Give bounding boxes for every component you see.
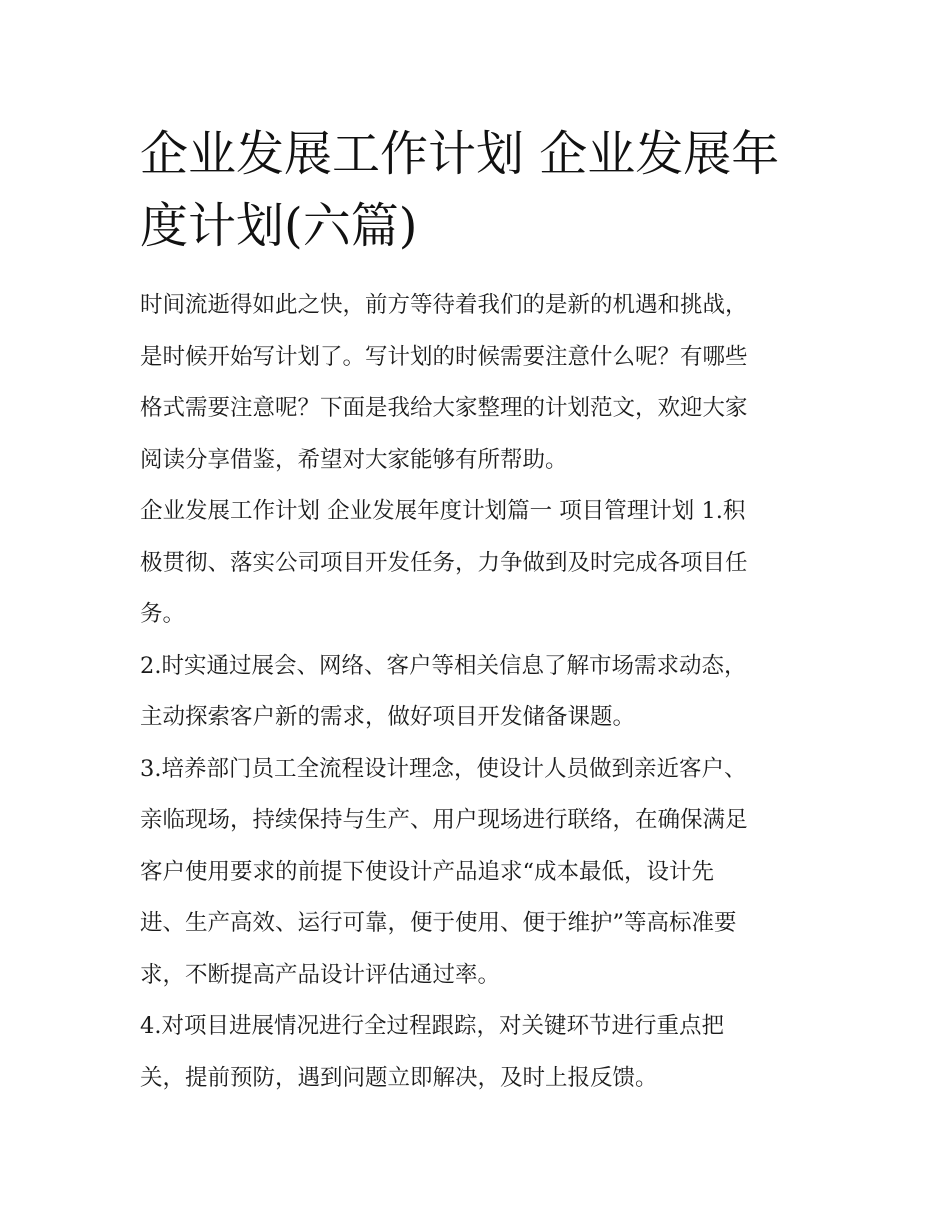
- text-line: 亲临现场，持续保持与生产、用户现场进行联络，在确保满足: [140, 807, 748, 833]
- text-line: 阅读分享借鉴，希望对大家能够有所帮助。: [140, 446, 568, 473]
- text-line: 2.时实通过展会、网络、客户等相关信息了解市场需求动态，: [140, 652, 747, 679]
- plan-item-4: [140, 1001, 818, 1104]
- document-body: [140, 280, 818, 1104]
- plan-item-1: [140, 486, 818, 641]
- text-line: 时间流逝得如此之快，前方等待着我们的是新的机遇和挑战，: [140, 292, 748, 318]
- text-line: 4.对项目进展情况进行全过程跟踪，对关键环节进行重点把: [140, 1013, 724, 1039]
- plan-item-2: [140, 641, 818, 744]
- text-line: 企业发展工作计划 企业发展年度计划篇一 项目管理计划 1.积: [140, 498, 746, 524]
- plan-item-3: [140, 744, 818, 1002]
- text-line: 格式需要注意呢？下面是我给大家整理的计划范文，欢迎大家: [140, 395, 748, 421]
- intro-paragraph: [140, 280, 818, 486]
- text-line: 是时候开始写计划了。写计划的时候需要注意什么呢？有哪些: [140, 343, 748, 370]
- text-line: 客户使用要求的前提下使设计产品追求“成本最低，设计先: [140, 858, 715, 885]
- text-line: 关，提前预防，遇到问题立即解决，及时上报反馈。: [140, 1064, 658, 1091]
- text-line: 务。: [140, 601, 186, 627]
- title-line-2: 度计划(六篇): [140, 198, 418, 254]
- text-line: 主动探索客户新的需求，做好项目开发储备课题。: [140, 704, 636, 730]
- text-line: 极贯彻、落实公司项目开发任务，力争做到及时完成各项目任: [140, 549, 748, 576]
- text-line: 进、生产高效、运行可靠，便于使用、便于维护”等高标准要: [140, 910, 737, 936]
- text-line: 求，不断提高产品设计评估通过率。: [140, 961, 501, 988]
- page-title: [140, 118, 830, 262]
- title-line-1: 企业发展工作计划 企业发展年: [140, 126, 780, 182]
- text-line: 3.培养部门员工全流程设计理念，使设计人员做到亲近客户、: [140, 755, 747, 782]
